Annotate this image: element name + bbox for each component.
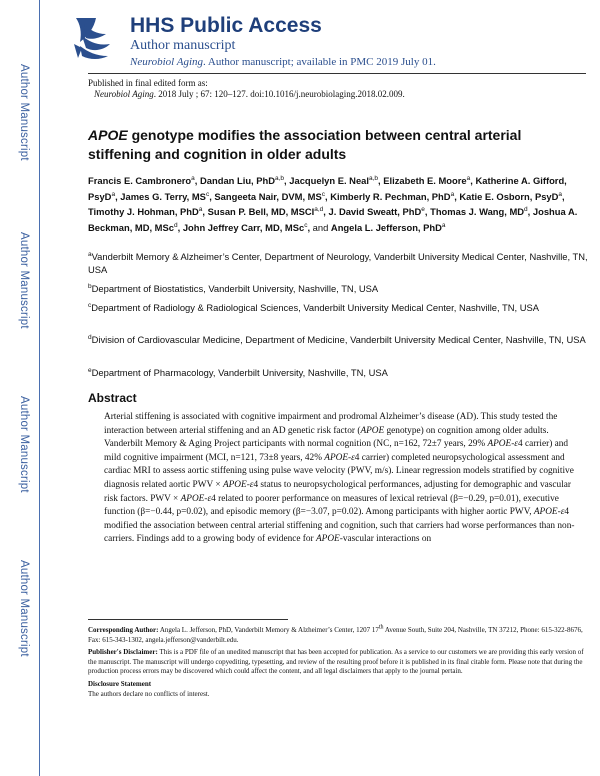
abstract-run: genotype) on cognition among older adults. Vanderbilt Memory & Aging Project participants with normal cognition (NC, n=162, 72±7 years, 29% xyxy=(104,425,549,450)
author-separator: , xyxy=(194,175,200,187)
abstract-run: 4 modified the association between central arterial stiffening and cognition, such that carriers had worse performances than non-carriers. Findings add to a growing body of evidence for xyxy=(104,507,575,545)
corresponding-text-1: Angela L. Jefferson, PhD, Vanderbilt Memory & Alzheimer’s Center, 1207 17 xyxy=(159,626,379,634)
affiliation-sup: d xyxy=(88,334,92,341)
affiliation-sup: b xyxy=(88,283,92,290)
abstract-run: Arterial stiffening is associated with cognitive impairment and prodromal Alzheimer’s disease (AD). This study tested the interaction between arterial stiffening and an AD genetic risk factor ( xyxy=(104,412,558,436)
affiliation-text: Department of Biostatistics, Vanderbilt University, Nashville, TN, USA xyxy=(91,283,379,295)
journal-name: Neurobiol Aging xyxy=(130,56,204,68)
rail-divider xyxy=(39,0,40,776)
abstract-run: 4 related to poorer performance on measures of lexical retrieval (β=−0.29, p=0.01), executive function (β=−0.44, p=0.02), and episodic memory (β=−3.07, p=0.02). Among participants with higher aortic PWV, xyxy=(104,493,559,518)
hhs-public-access-title: HHS Public Access xyxy=(130,14,322,37)
affiliation-text: Division of Cardiovascular Medicine, Department of Medicine, Vanderbilt University Medical Center, Nashville, TN, USA xyxy=(91,334,586,346)
disclosure-heading xyxy=(88,680,588,690)
author-name: Joshua A. Beckman, MD, MSc xyxy=(88,206,578,234)
author-and: and xyxy=(312,222,331,234)
author-separator: , xyxy=(307,222,313,234)
affiliation-text: Department of Radiology & Radiological Sciences, Vanderbilt University Medical Center, Nashville, TN, USA xyxy=(91,302,540,314)
author-name: Timothy J. Hohman, PhD xyxy=(88,206,199,218)
author-manuscript-subtitle: Author manuscript xyxy=(130,38,236,53)
author-separator: , xyxy=(378,175,384,187)
author-affiliation-sup: e xyxy=(421,206,425,214)
rail-label-1: Author Manuscript xyxy=(18,64,30,161)
corresponding-sup: th xyxy=(378,624,384,631)
availability-text: . Author manuscript; available in PMC 2019 July 01. xyxy=(203,56,436,68)
disclosure-text: The authors declare no conflicts of interest. xyxy=(88,689,210,698)
author-name: Francis E. Cambronero xyxy=(88,175,192,187)
author-name: Kimberly R. Pechman, PhD xyxy=(330,190,451,202)
author-name: J. David Sweatt, PhD xyxy=(328,206,422,218)
affiliation-sup: a xyxy=(88,251,92,258)
abstract-italic-run: APOE-ε xyxy=(324,452,355,463)
author-name: Susan P. Bell, MD, MSCI xyxy=(207,206,315,218)
author-affiliation-sup: a,d xyxy=(314,206,324,214)
affiliation-sup: e xyxy=(88,367,92,374)
author-separator: , xyxy=(470,175,476,187)
author-affiliation-sup: d xyxy=(173,222,178,230)
title-rest: genotype modifies the association between central arterial stiffening and cognition in older adults xyxy=(88,127,522,162)
author-name: Sangeeta Nair, DVM, MS xyxy=(214,190,322,202)
journal-availability xyxy=(130,56,436,68)
abstract-run: 4 carrier) completed neuropsychological assessment and cardiac MRI to assess aortic stiffening using pulse wave velocity (PWV, m/s). Linear regression models stratified by cognitive diagnosis related aortic PWV × xyxy=(104,452,574,490)
author-affiliation-sup: a xyxy=(191,175,195,182)
corresponding-text-2: Avenue South, Suite 204, Nashville, TN 37212, Phone: 615-322-8676, Fax: 615-343-1302, angela.jefferson@vanderbilt.edu. xyxy=(88,626,583,644)
abstract-italic-run: APOE-ε xyxy=(222,479,254,490)
abstract-italic-run: APOE-ε xyxy=(533,507,565,518)
author-separator: , xyxy=(562,190,565,202)
corresponding-author-note xyxy=(88,626,588,645)
citation-line xyxy=(94,89,405,99)
abstract-italic-run: APOE xyxy=(315,534,340,545)
author-manuscript-rail xyxy=(0,0,42,776)
abstract-run: 4 carrier) and mild cognitive impairment (MCI, n=121, 73±8 years, 42% xyxy=(104,439,569,463)
author-separator: , xyxy=(424,206,431,218)
rail-label-3: Author Manuscript xyxy=(18,396,30,493)
author-separator: , xyxy=(284,175,290,187)
author-separator: , xyxy=(177,222,183,234)
abstract-run: -vascular interactions on xyxy=(339,534,432,545)
author-list xyxy=(88,172,588,235)
rail-label-4: Author Manuscript xyxy=(18,560,30,657)
affiliation-e xyxy=(88,364,588,379)
abstract-heading: Abstract xyxy=(88,391,137,405)
author-affiliation-sup: a xyxy=(441,222,446,230)
author-separator: , xyxy=(527,206,533,218)
author-name: James G. Terry, MS xyxy=(120,190,206,202)
affiliation-text: Department of Pharmacology, Vanderbilt University, Nashville, TN, USA xyxy=(91,367,388,379)
abstract-italic-run: APOE-ε xyxy=(487,439,518,450)
author-name: Angela L. Jefferson, PhD xyxy=(330,222,442,234)
author-separator: , xyxy=(209,190,215,202)
header-divider xyxy=(88,73,586,74)
citation-details: . 2018 July ; 67: 120–127. doi:10.1016/j.neurobiolaging.2018.02.009. xyxy=(153,89,405,99)
publisher-disclaimer-note xyxy=(88,648,588,677)
author-name: Katherine A. Gifford, PsyD xyxy=(88,175,567,202)
author-affiliation-sup: a xyxy=(198,206,203,214)
author-separator: , xyxy=(202,206,208,218)
author-affiliation-sup: a xyxy=(450,190,455,198)
affiliation-sup: c xyxy=(88,302,92,309)
author-name: Jacquelyn E. Neal xyxy=(289,175,369,187)
author-name: Elizabeth E. Moore xyxy=(383,175,467,187)
author-name: Thomas J. Wang, MD xyxy=(430,206,525,218)
disclaimer-label: Publisher's Disclaimer: xyxy=(88,648,158,657)
disclaimer-text: This is a PDF file of an unedited manuscript that has been accepted for publication. As a service to our customers we are providing this early version of the manuscript. The manuscript will undergo copyediting, typesetting, and review of the resulting proof before it is published in its final citable form. Please note that during the production process errors may be discovered which could affect the content, and all legal disclaimers that apply to the journal pertain. xyxy=(88,648,584,676)
footnotes xyxy=(88,626,588,699)
author-affiliation-sup: c xyxy=(321,190,325,198)
abstract-body xyxy=(104,411,582,586)
rail-label-2: Author Manuscript xyxy=(18,232,30,329)
disclosure-label: Disclosure Statement xyxy=(88,679,152,688)
author-separator: , xyxy=(323,206,329,218)
author-affiliation-sup: a,b xyxy=(275,175,285,182)
author-affiliation-sup: c xyxy=(205,190,210,198)
author-name: Katie E. Osborn, PsyD xyxy=(459,190,559,202)
abstract-run: 4 status to neuropsychological performances, adjusting for demographic and vascular risk factors. PWV × xyxy=(104,479,571,504)
author-affiliation-sup: a xyxy=(558,190,563,198)
author-affiliation-sup: a xyxy=(466,175,471,182)
author-affiliation-sup: d xyxy=(524,206,528,214)
affiliation-d xyxy=(88,331,588,346)
author-name: Dandan Liu, PhD xyxy=(200,175,275,187)
hhs-eagle-logo-icon xyxy=(70,14,114,62)
affiliation-c xyxy=(88,299,588,314)
affiliation-b xyxy=(88,280,588,295)
abstract-italic-run: APOE xyxy=(360,425,385,436)
author-affiliation-sup: a xyxy=(111,190,116,198)
abstract-italic-run: APOE-ε xyxy=(180,493,212,504)
author-affiliation-sup: a,b xyxy=(369,175,379,182)
affiliation-text: Vanderbilt Memory & Alzheimer’s Center, Department of Neurology, Vanderbilt University Medical Center, Nashville, TN, USA xyxy=(88,251,588,276)
title-gene: APOE xyxy=(88,127,128,143)
author-name: John Jeffrey Carr, MD, MSc xyxy=(182,222,305,234)
author-separator: , xyxy=(454,190,460,202)
author-affiliation-sup: c xyxy=(304,222,308,230)
affiliation-a xyxy=(88,248,588,276)
citation-journal: Neurobiol Aging xyxy=(94,89,154,99)
article-title xyxy=(88,126,558,164)
footnote-divider xyxy=(88,619,288,620)
author-separator: , xyxy=(115,190,121,202)
corresponding-label: Corresponding Author: xyxy=(88,626,159,634)
published-final-label: Published in final edited form as: xyxy=(88,78,208,88)
author-separator: , xyxy=(324,190,331,202)
